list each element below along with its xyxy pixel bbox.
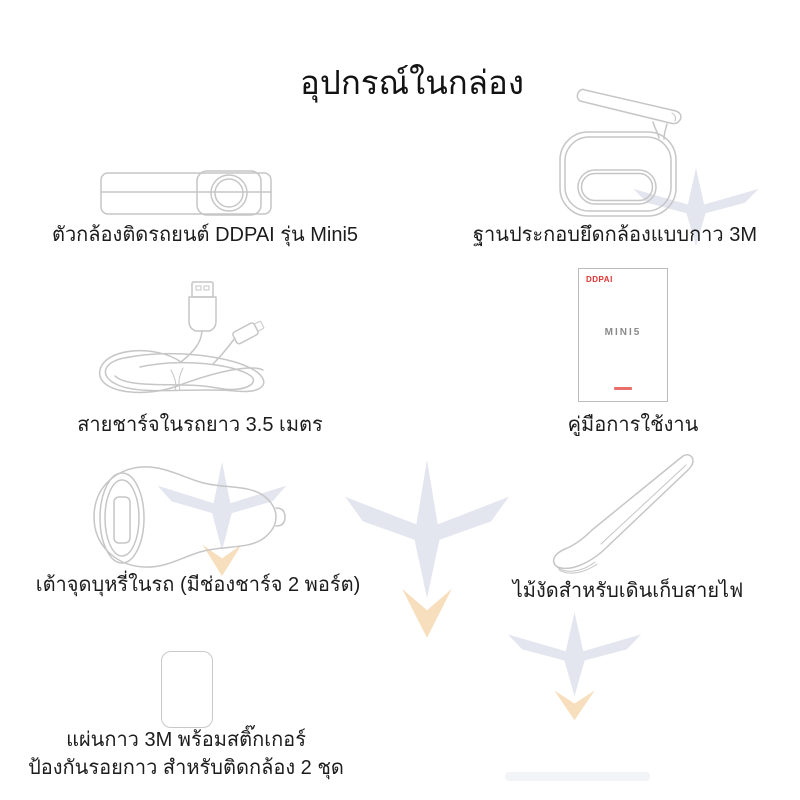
adhesive-pad-label-line1: แผ่นกาว 3M พร้อมสติ๊กเกอร์ xyxy=(66,729,306,751)
dashcam-label: ตัวกล้องติดรถยนต์ DDPAI รุ่น Mini5 xyxy=(51,224,359,246)
cable-illustration xyxy=(85,272,295,407)
manual-brand-logo: DDPAI xyxy=(586,275,613,284)
pry-tool-illustration xyxy=(545,452,765,578)
manual-model-text: MINI5 xyxy=(604,327,642,338)
manual-label: คู่มือการใช้งาน xyxy=(567,414,699,436)
brand-watermark xyxy=(338,460,516,644)
car-charger-illustration xyxy=(90,464,290,570)
adhesive-pad-label xyxy=(0,726,372,782)
manual-illustration xyxy=(578,268,668,402)
adhesive-pad-illustration xyxy=(161,651,213,728)
faint-watermark-text xyxy=(505,772,650,781)
car-charger-label: เต้าจุดบุหรี่ในรถ (มีช่องชาร์จ 2 พอร์ต) xyxy=(35,574,361,596)
pry-tool-label: ไม้งัดสำหรับเดินเก็บสายไฟ xyxy=(512,580,744,602)
cable-label: สายชาร์จในรถยาว 3.5 เมตร xyxy=(77,414,323,436)
mount-label: ฐานประกอบยึดกล้องแบบกาว 3M xyxy=(473,224,757,246)
page-title: อุปกรณ์ในกล่อง xyxy=(300,64,524,101)
dashcam-illustration xyxy=(100,170,272,216)
manual-footer-mark xyxy=(614,387,632,390)
brand-watermark xyxy=(502,612,647,724)
mount-illustration xyxy=(556,88,690,220)
adhesive-pad-label-line2: ป้องกันรอยกาว สำหรับติดกล้อง 2 ชุด xyxy=(28,757,344,779)
